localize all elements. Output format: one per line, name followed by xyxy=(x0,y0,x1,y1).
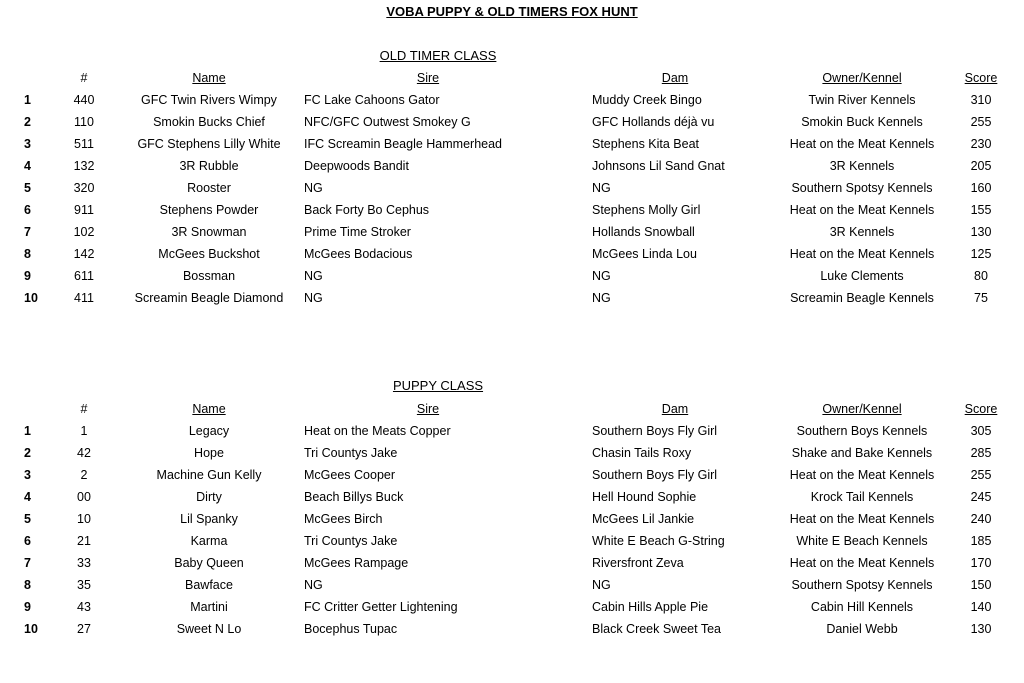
name-cell: GFC Twin Rivers Wimpy xyxy=(141,93,277,107)
number-cell: 611 xyxy=(74,269,94,283)
sire-cell: McGees Cooper xyxy=(304,468,396,482)
score-cell: 150 xyxy=(970,578,992,592)
table-row xyxy=(18,464,1006,486)
rank-cell: 7 xyxy=(24,556,31,570)
table-row xyxy=(18,111,1006,133)
score-cell: 205 xyxy=(970,159,992,173)
dam-cell: NG xyxy=(592,181,611,195)
dam-cell: Chasin Tails Roxy xyxy=(592,446,692,460)
name-cell: Stephens Powder xyxy=(159,203,259,217)
rank-cell: 5 xyxy=(24,181,31,195)
sire-cell: FC Critter Getter Lightening xyxy=(304,600,458,614)
number-cell: 10 xyxy=(77,512,91,526)
number-cell: 1 xyxy=(80,424,88,438)
table-row xyxy=(18,508,1006,530)
owner-cell: Heat on the Meat Kennels xyxy=(789,468,935,482)
rank-cell: 6 xyxy=(24,534,31,548)
dam-cell: Hell Hound Sophie xyxy=(592,490,697,504)
owner-cell: Heat on the Meat Kennels xyxy=(789,512,935,526)
score-cell: 310 xyxy=(970,93,992,107)
rank-cell: 10 xyxy=(24,291,38,305)
table-row xyxy=(18,442,1006,464)
name-cell: Legacy xyxy=(188,424,230,438)
sire-cell: Tri Countys Jake xyxy=(304,446,398,460)
rank-cell: 4 xyxy=(24,490,31,504)
name-header: Name xyxy=(192,402,226,416)
dam-cell: GFC Hollands déjà vu xyxy=(592,115,715,129)
owner-cell: Heat on the Meat Kennels xyxy=(789,137,935,151)
name-cell: Rooster xyxy=(187,181,231,195)
owner-cell: 3R Kennels xyxy=(829,225,895,239)
dam-cell: Muddy Creek Bingo xyxy=(592,93,702,107)
number-cell: 110 xyxy=(74,115,94,129)
rank-cell: 8 xyxy=(24,578,31,592)
name-cell: Sweet N Lo xyxy=(176,622,242,636)
name-header: Name xyxy=(192,71,226,85)
score-cell: 245 xyxy=(970,490,992,504)
sire-cell: McGees Bodacious xyxy=(304,247,413,261)
number-cell: 35 xyxy=(77,578,91,592)
name-cell: 3R Rubble xyxy=(179,159,239,173)
dam-cell: Hollands Snowball xyxy=(592,225,695,239)
number-cell: 33 xyxy=(77,556,91,570)
score-cell: 170 xyxy=(970,556,992,570)
dam-header: Dam xyxy=(661,71,689,85)
score-cell: 155 xyxy=(970,203,992,217)
score-cell: 240 xyxy=(970,512,992,526)
owner-cell: Southern Spotsy Kennels xyxy=(791,181,933,195)
table-row xyxy=(18,243,1006,265)
rank-cell: 7 xyxy=(24,225,31,239)
sire-cell: NG xyxy=(304,269,323,283)
owner-cell: Heat on the Meat Kennels xyxy=(789,203,935,217)
name-cell: Smokin Bucks Chief xyxy=(153,115,265,129)
sire-cell: McGees Rampage xyxy=(304,556,409,570)
rank-cell: 3 xyxy=(24,468,31,482)
sire-cell: Back Forty Bo Cephus xyxy=(304,203,430,217)
sire-cell: NG xyxy=(304,291,323,305)
name-cell: Lil Spanky xyxy=(180,512,238,526)
number-cell: 511 xyxy=(74,137,94,151)
dam-cell: Southern Boys Fly Girl xyxy=(592,424,718,438)
dam-cell: Cabin Hills Apple Pie xyxy=(592,600,709,614)
puppy-class-title: PUPPY CLASS xyxy=(392,378,484,393)
number-cell: 2 xyxy=(80,468,88,482)
rank-cell: 2 xyxy=(24,115,31,129)
owner-cell: 3R Kennels xyxy=(829,159,895,173)
sire-cell: NFC/GFC Outwest Smokey G xyxy=(304,115,471,129)
rank-cell: 9 xyxy=(24,600,31,614)
owner-cell: Krock Tail Kennels xyxy=(810,490,914,504)
rank-header xyxy=(18,67,54,89)
score-cell: 285 xyxy=(970,446,992,460)
sire-cell: FC Lake Cahoons Gator xyxy=(304,93,440,107)
table-row xyxy=(18,596,1006,618)
number-cell: 911 xyxy=(74,203,94,217)
page-title: VOBA PUPPY & OLD TIMERS FOX HUNT xyxy=(386,4,638,19)
dam-cell: NG xyxy=(592,269,611,283)
table-row xyxy=(18,530,1006,552)
sire-cell: Prime Time Stroker xyxy=(304,225,411,239)
dam-cell: NG xyxy=(592,578,611,592)
owner-cell: Shake and Bake Kennels xyxy=(791,446,933,460)
score-header: Score xyxy=(964,402,998,416)
rank-cell: 1 xyxy=(24,424,31,438)
owner-header: Owner/Kennel xyxy=(822,71,902,85)
rank-cell: 5 xyxy=(24,512,31,526)
name-cell: Baby Queen xyxy=(174,556,244,570)
owner-cell: Smokin Buck Kennels xyxy=(801,115,923,129)
old-timer-header-row xyxy=(18,67,1006,89)
score-cell: 305 xyxy=(970,424,992,438)
owner-cell: Twin River Kennels xyxy=(808,93,916,107)
sire-cell: Deepwoods Bandit xyxy=(304,159,409,173)
table-row xyxy=(18,574,1006,596)
owner-cell: White E Beach Kennels xyxy=(796,534,928,548)
sire-cell: Beach Billys Buck xyxy=(304,490,404,504)
owner-cell: Daniel Webb xyxy=(826,622,898,636)
table-row xyxy=(18,552,1006,574)
name-cell: Karma xyxy=(190,534,228,548)
table-row xyxy=(18,265,1006,287)
score-cell: 230 xyxy=(970,137,992,151)
number-header: # xyxy=(80,402,88,416)
number-cell: 21 xyxy=(77,534,91,548)
sire-cell: NG xyxy=(304,578,323,592)
rank-cell: 6 xyxy=(24,203,31,217)
number-cell: 102 xyxy=(73,225,95,239)
score-cell: 255 xyxy=(970,115,992,129)
table-row xyxy=(18,177,1006,199)
score-cell: 255 xyxy=(970,468,992,482)
table-row xyxy=(18,89,1006,111)
name-cell: Martini xyxy=(190,600,228,614)
sire-cell: McGees Birch xyxy=(304,512,383,526)
score-cell: 160 xyxy=(970,181,992,195)
name-cell: GFC Stephens Lilly White xyxy=(137,137,281,151)
owner-cell: Southern Boys Kennels xyxy=(796,424,928,438)
dam-cell: Riversfront Zeva xyxy=(592,556,684,570)
rank-cell: 10 xyxy=(24,622,38,636)
number-cell: 142 xyxy=(73,247,95,261)
table-row xyxy=(18,155,1006,177)
sire-cell: Bocephus Tupac xyxy=(304,622,398,636)
number-cell: 27 xyxy=(77,622,91,636)
old-timer-table xyxy=(18,67,1006,309)
name-cell: Bawface xyxy=(185,578,233,592)
name-cell: Machine Gun Kelly xyxy=(156,468,262,482)
sire-cell: Tri Countys Jake xyxy=(304,534,398,548)
owner-cell: Luke Clements xyxy=(820,269,904,283)
owner-header: Owner/Kennel xyxy=(822,402,902,416)
name-cell: 3R Snowman xyxy=(171,225,247,239)
table-row xyxy=(18,133,1006,155)
puppy-table xyxy=(18,398,1006,640)
number-cell: 43 xyxy=(77,600,91,614)
score-header: Score xyxy=(964,71,998,85)
old-timer-class-title: OLD TIMER CLASS xyxy=(379,48,497,63)
rank-cell: 2 xyxy=(24,446,31,460)
rank-cell: 1 xyxy=(24,93,31,107)
rank-cell: 9 xyxy=(24,269,31,283)
score-cell: 125 xyxy=(970,247,992,261)
dam-cell: Southern Boys Fly Girl xyxy=(592,468,718,482)
owner-cell: Heat on the Meat Kennels xyxy=(789,247,935,261)
owner-cell: Heat on the Meat Kennels xyxy=(789,556,935,570)
dam-cell: White E Beach G-String xyxy=(592,534,725,548)
dam-cell: NG xyxy=(592,291,611,305)
number-cell: 132 xyxy=(73,159,95,173)
owner-cell: Southern Spotsy Kennels xyxy=(791,578,933,592)
score-cell: 185 xyxy=(970,534,992,548)
score-cell: 130 xyxy=(970,622,992,636)
number-cell: 320 xyxy=(73,181,95,195)
name-cell: Bossman xyxy=(182,269,236,283)
name-cell: Dirty xyxy=(196,490,222,504)
number-cell: 42 xyxy=(77,446,91,460)
rank-cell: 8 xyxy=(24,247,31,261)
rank-header xyxy=(18,398,54,420)
number-cell: 440 xyxy=(73,93,95,107)
sire-header: Sire xyxy=(416,71,440,85)
dam-cell: McGees Lil Jankie xyxy=(592,512,695,526)
score-cell: 140 xyxy=(970,600,992,614)
dam-cell: McGees Linda Lou xyxy=(592,247,697,261)
owner-cell: Cabin Hill Kennels xyxy=(810,600,914,614)
dam-cell: Stephens Kita Beat xyxy=(592,137,700,151)
rank-cell: 3 xyxy=(24,137,31,151)
name-cell: McGees Buckshot xyxy=(158,247,260,261)
number-header: # xyxy=(80,71,88,85)
number-cell: 411 xyxy=(74,291,94,305)
name-cell: Hope xyxy=(194,446,224,460)
table-row xyxy=(18,618,1006,640)
sire-cell: Heat on the Meats Copper xyxy=(304,424,451,438)
rank-cell: 4 xyxy=(24,159,31,173)
dam-cell: Black Creek Sweet Tea xyxy=(592,622,721,636)
score-cell: 80 xyxy=(974,269,988,283)
owner-cell: Screamin Beagle Kennels xyxy=(790,291,934,305)
table-row xyxy=(18,221,1006,243)
table-row xyxy=(18,486,1006,508)
dam-header: Dam xyxy=(661,402,689,416)
sire-cell: NG xyxy=(304,181,323,195)
table-row xyxy=(18,420,1006,442)
score-cell: 75 xyxy=(974,291,988,305)
sire-header: Sire xyxy=(416,402,440,416)
dam-cell: Stephens Molly Girl xyxy=(592,203,701,217)
number-cell: 00 xyxy=(77,490,91,504)
table-row xyxy=(18,199,1006,221)
sire-cell: IFC Screamin Beagle Hammerhead xyxy=(304,137,502,151)
table-row xyxy=(18,287,1006,309)
puppy-header-row xyxy=(18,398,1006,420)
name-cell: Screamin Beagle Diamond xyxy=(134,291,284,305)
score-cell: 130 xyxy=(970,225,992,239)
dam-cell: Johnsons Lil Sand Gnat xyxy=(592,159,725,173)
